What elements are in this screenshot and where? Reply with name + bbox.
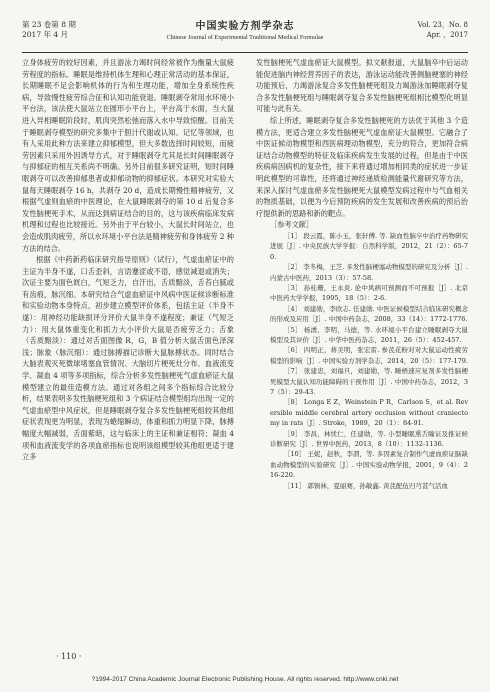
volume-issue-en: Vol. 23，No. 8 [417,21,468,29]
reference-item: ［6］ 四明正，蒋美明，张宏雷. 参芪花粉对对大鼠运动性疲劳模型的影响［J］. 中国实验方剂学杂志，2014，20（5）：177-179. [270,346,468,365]
paragraph: 发性脑梗死气虚血瘀证大鼠模型。拟文献报道，大鼠脑卒中后运动能促进脑内神经营养因子的表达，游泳运动能改善侧脑梗塞的神经功能预后，力竭游泳复合多发性脑梗死组及力竭游泳加睡眠剥夺复合多发性脑梗死组与睡眠剥夺复合多发性脑梗死组相比模型化明显可能与此有关。 [256,58,468,114]
right-column [256,57,468,625]
copyright-footer: ?1994-2017 China Academic Journal Electronic Publishing House. All rights reserved. http://www.cnki.net [91,676,399,683]
header-rule [22,52,468,53]
reference-item: ［1］ 段云霞，陈小玉，张轩傅. 等. 缺血性脑卒中治疗药物研究进展［J］. 中央民族大学学报：自然科学版，2012，21（2）：65-70. [270,231,468,261]
page-number: · 110 · [56,652,82,661]
paragraph: 综上所述，睡眠剥夺复合多发性脑梗死的方法优于其他 3 个造模方法，更适合建立多发性脑梗死气虚血瘀证大鼠模型。它融合了中医证候动物模型和西医病理动物模型，充分的符合，更加符合病证结合动物模型的特征及临床疾病发生发展的过程，但是由于中医疾病病因病机的复杂性，接下来将通过增加相同类的症状进一步证明此模型的可靠性，还将通过神经递质检测能量代谢研究等方法，来深入探讨气虚血瘀多发性脑梗死大鼠模型发病过程中与气血相关的物质基础，以便为今后预防疾病的发生发展和改善疾病的预后治疗提供新的思路和新的靶点。 [256,115,468,218]
reference-list [256,231,468,491]
running-header [22,20,468,56]
reference-item: ［9］ 李昌，林忧仁，任建勋，等. 小型睡眠熏舌瞳证及推证候诊断研究［J］. 世界中医药，2013，8（10）：1132-1136. [270,429,468,449]
reference-item: ［10］ 王妮，赵秋，李渭，等. 多因素复合制作气虚血瘀证脑缺血动物模型的实验研究［J］. 中国实验动物学报，2001，9（4）：216-220. [270,450,468,480]
reference-item: ［7］ 张建忠，刘福旦，刘建勋，等. 睡梧速应复剂多发性脑梗死模型大鼠认知功能障碍的干预作用［J］. 中国中药杂志，2012，37（5）：29-43. [270,367,468,396]
journal-title-cn: 中国实验方剂学杂志 [195,21,295,32]
journal-title-en: Chinese Journal of Experimental Traditional Medical Formulae [166,34,324,41]
issue-info-en [418,20,468,40]
reference-item: ［4］ 刘建勋，李欣志. 任建勋. 中医证候模型结合临床研究概念的形成及应用［J］. 中国中药杂志，2008，33（14）：1772-1776. [270,304,468,324]
reference-item: ［8］ Longa E Z，Weinstein P R，Carlson S，et al. Reversible middle cerebral artery occlusion without craniectomy in rats［J］. Stroke，1989，20（1）：84-91. [270,398,468,428]
left-column [22,57,234,647]
issue-date-en: Apr. ，2017 [426,31,468,39]
reference-item: ［5］ 杨湧，李明，马德，等. 水环境小平台建立睡眠剥夺大鼠模型及其评价［J］. 中华中医药杂志，2011，26（5）：452-457. [270,325,468,344]
reference-item: ［3］ 孙桂珊，王永炎. 论中风病可预测而不可预报［J］. 北京中医药大学学报，1995，18（5）：2-6. [270,283,468,303]
journal-title [22,20,468,43]
issue-date: 2017 年 4 月 [22,30,69,39]
references-title: ［参考文献］ [270,220,314,230]
volume-issue: 第 23 卷第 8 期 [22,20,76,29]
paragraph: 根据《中药新药临床研究指导原则》（试行），气虚血瘀证中的主证为半身不遂，口舌歪斜，言语蹇涩或不语，感觉减退或消失；次证主要为面色㿠白，气短乏力，自汗出，舌质黯淡，舌苔白腻或有齿痕，脉沉细。本研究结合气虚血瘀证中风病中医证候诊断标准和实验动物本身特点，初步建立模型评价体系，包括主证（半身不遂）：用神经功能缺损评分评价大鼠半身不遂程度；兼证（气短乏力）：用大鼠体重变化和抓力大小评价大鼠是否疲劳乏力；舌象（舌质黯淡）：通过对舌面图像 R，G，B 值分析大鼠舌面色泽深浅；脉象（脉沉细）：通过脉搏描记诊断大鼠脉搏状态。同时结合大脑表观灭死微球堵塞血管情况、大脑切片梗死灶分布、血液流变学、凝血 4 项等多项指标，综合分析多发性脑梗死气虚血瘀证大鼠模型建立的最佳造模方法。通过对各组之间多个指标综合比较分析，结果表明多发性脑梗死组和 3 个病证结合模型组均出现一定的气虚血瘀型中风症状，但是睡眠剥夺复合多发性脑梗死组较其他组症状表现更为明显，表现为蜷缩瞬动，体重和抓力明显下降，脉搏幅度大幅减弱，舌面紫暗，这与临床上的主证和兼证相符；凝血 4 项和血液流变学的各项血瘀指标也说明该组模型较其他组更适于建立多 [22,255,234,462]
reference-item: ［2］ 李冬梅，王芝. 多发性脑梗塞动物模型的研究及分析［J］. 内蒙古中医药，2013（3）：57-58. [270,263,468,282]
reference-item: ［11］ 郭镇林，夏丽赛，孙敏鑫. 黄芪配伍归芎甚气活血 [284,481,448,490]
paragraph: 立身体疲劳的较好因素，并且游泳力竭时间经常被作为衡量大鼠疲劳程度的指标。睡眠是维持机体生理和心理正常活动的基本保证，长期睡眠不足会影响机体的行为和生理功能，增加全身系统性疾病，导致慢性疲劳综合征和认知功能衰退。睡眠剥夺常用水环境小平台法，该法使大鼠站立在圆形小平台上，平台高于水面，当大鼠进入异相睡眠阶段时，肌肉突然松弛而落入水中导致惊醒。目前关于睡眠剥夺模型的研究多集中于胆汁代谢或认知、记忆等领域，也有人采用此种方法来建立抑郁模型，但大多数选择时间较短，而疲劳因素只采用外因诱导方式，对于睡眠剥夺尤其是长时间睡眠剥夺与抑郁症的相互关系尚不明确。另外目前很多研究证明，短时间睡眠剥夺可以改善抑郁患者或抑郁动物的抑郁症状。本研究对实验大鼠每天睡眠剥夺 16 h，共剥夺 20 d，造成长期慢性精神疲劳，又根据气虚则血瘀的中医理论，在大鼠睡眠剥夺的第 10 d 后复合多发性脑梗死手术，从而达到病证结合的目的，这与该疾病临床发病机理和过程也比较接近。另外由于平台较小，大鼠长时间站立，也会造成肌肉疲劳，所以水环境小平台法是精神疲劳和身体疲劳 2 种方法的结合。 [22,58,234,253]
